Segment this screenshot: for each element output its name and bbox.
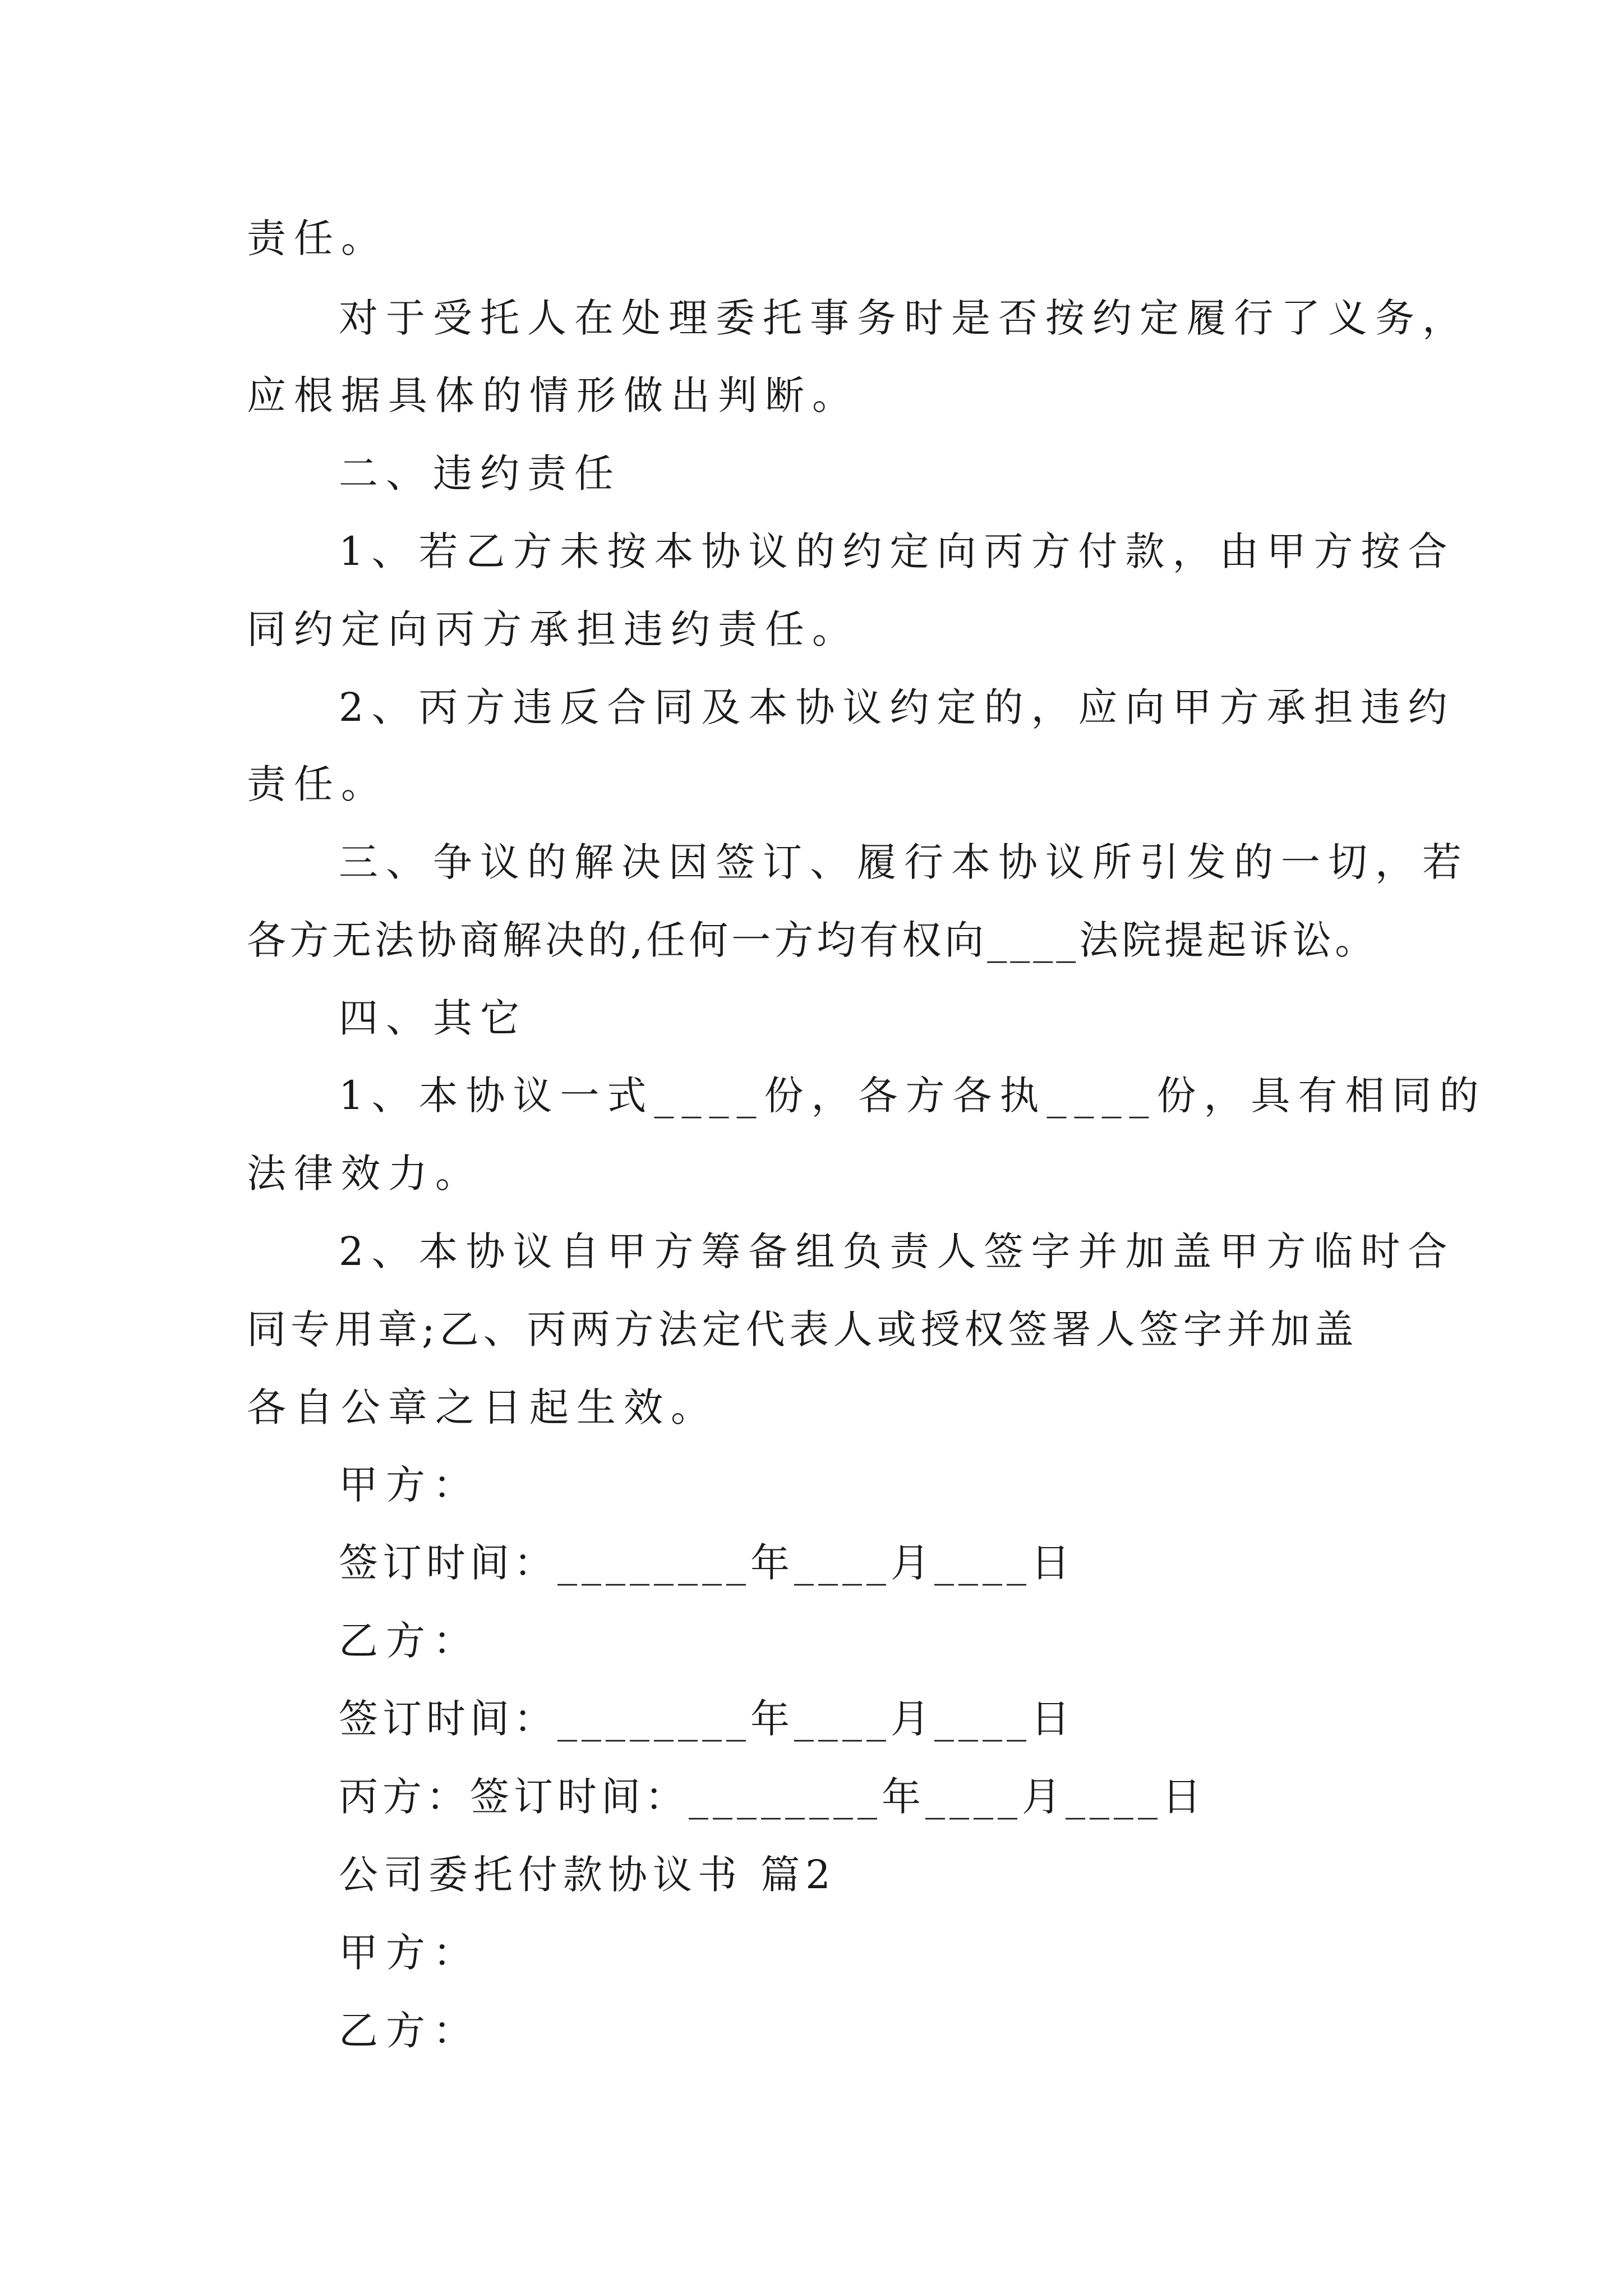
- signing-date-line: 丙方：签订时间：________年____月____日: [339, 1774, 1206, 1820]
- signing-date-line: 签订时间：________年____月____日: [339, 1540, 1075, 1586]
- paragraph-line: 对于受托人在处理委托事务时是否按约定履行了义务，: [339, 295, 1469, 341]
- paragraph-line: 1、本协议一式____份，各方各执____份，具有相同的: [339, 1073, 1487, 1119]
- document-title: 公司委托付款协议书 篇2: [339, 1852, 836, 1898]
- party-label: 甲方：: [339, 1930, 480, 1976]
- paragraph-line: 1、若乙方未按本协议的约定向丙方付款，由甲方按合: [339, 528, 1455, 574]
- paragraph-line: 各方无法协商解决的,任何一方均有权向____法院提起诉讼。: [247, 917, 1378, 963]
- paragraph-line: 同约定向丙方承担违约责任。: [247, 606, 859, 652]
- party-label: 乙方：: [339, 2008, 480, 2054]
- paragraph-line: 2、本协议自甲方筹备组负责人签字并加盖甲方临时合: [339, 1228, 1455, 1274]
- paragraph-line: 各自公章之日起生效。: [247, 1384, 718, 1430]
- paragraph-line: 责任。: [247, 215, 388, 261]
- paragraph-line: 2、丙方违反合同及本协议约定的，应向甲方承担违约: [339, 684, 1455, 730]
- paragraph-line: 应根据具体的情形做出判断。: [247, 372, 859, 418]
- section-heading: 二、违约责任: [339, 450, 621, 496]
- party-label: 甲方：: [339, 1462, 480, 1508]
- paragraph-line: 责任。: [247, 761, 388, 807]
- paragraph-line: 同专用章;乙、丙两方法定代表人或授权签署人签字并加盖: [247, 1306, 1358, 1352]
- paragraph-line: 三、争议的解决因签订、履行本协议所引发的一切，若: [339, 839, 1469, 885]
- party-label: 乙方：: [339, 1618, 480, 1664]
- signing-date-line: 签订时间：________年____月____日: [339, 1696, 1075, 1742]
- section-heading: 四、其它: [339, 995, 527, 1041]
- paragraph-line: 法律效力。: [247, 1151, 482, 1197]
